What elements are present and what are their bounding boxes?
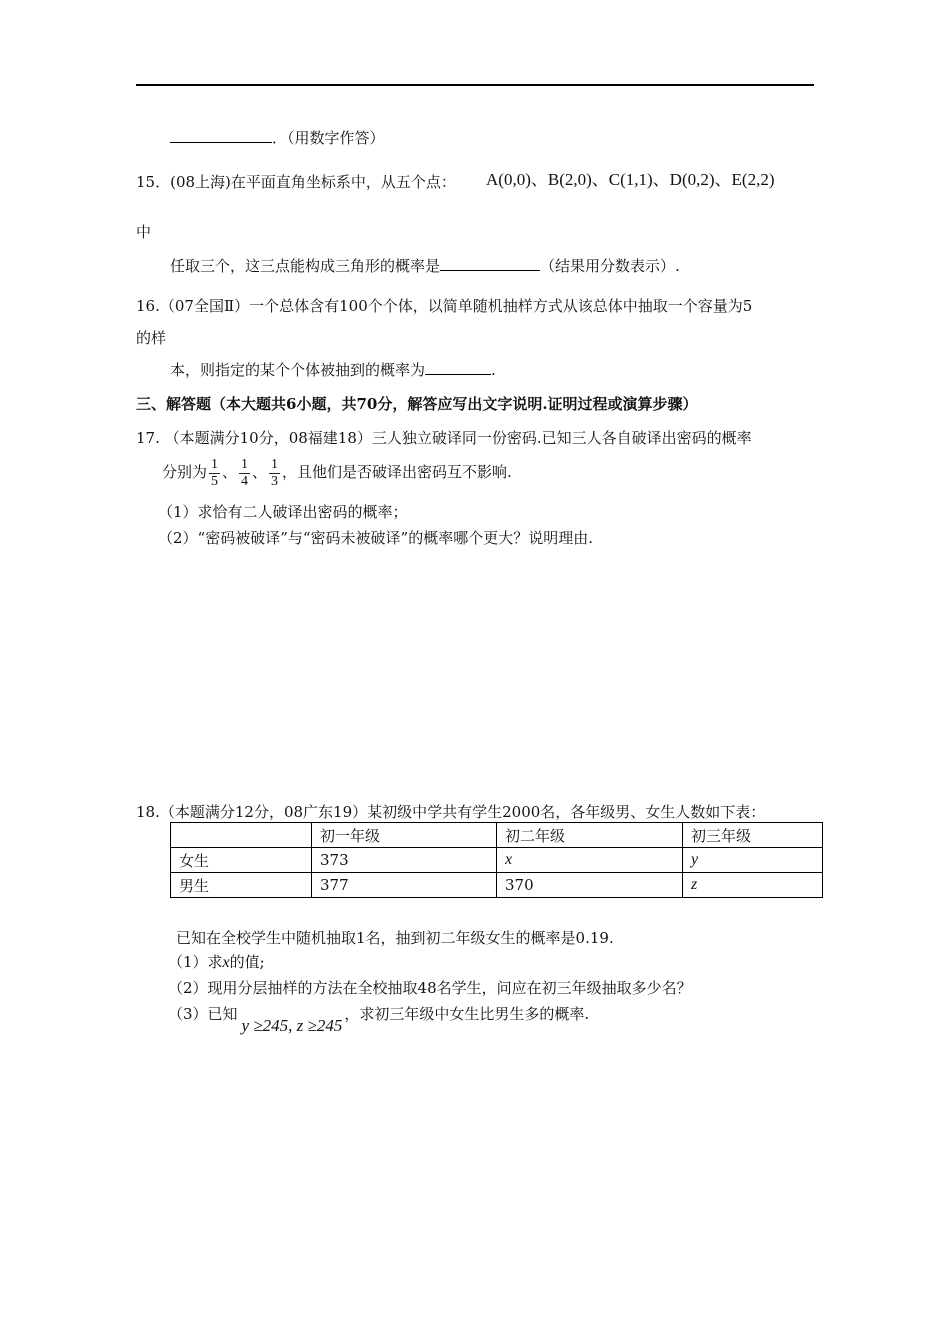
- table-cell: z: [683, 873, 823, 898]
- q15-line2-before: 任取三个，这三点能构成三角形的概率是: [170, 257, 441, 275]
- fraction-1-5: [209, 457, 220, 490]
- q18-sub1-suffix: 的值;: [229, 953, 265, 971]
- q17-line1-text: 17. （本题满分10分，08福建18）三人独立破译同一份密码.已知三人各自破译出密码的概率: [136, 429, 752, 447]
- q18-line1: [136, 802, 765, 822]
- table-cell: 373: [312, 848, 497, 873]
- q15-wrap: [136, 222, 151, 242]
- table-header-cell: 初三年级: [683, 823, 823, 848]
- table-row: [171, 848, 823, 873]
- q17-line2: [162, 452, 512, 492]
- separator: 、: [222, 463, 238, 481]
- q15-line1: [136, 172, 456, 192]
- table-cell: 女生: [171, 848, 312, 873]
- q18-sub2-text: （2）现用分层抽样的方法在全校抽取48名学生，问应在初三年级抽取多少名？: [168, 979, 692, 997]
- inequality: y ≥245, z ≥245: [241, 1016, 343, 1035]
- q18-sub3-suffix: ，求初三年级中女生比男生多的概率.: [344, 1005, 590, 1023]
- q17-sub2: [158, 528, 593, 548]
- table-header-cell: [171, 823, 312, 848]
- table-header-cell: 初二年级: [497, 823, 683, 848]
- header-rule: [136, 84, 814, 86]
- q15-line2: [170, 256, 680, 276]
- q17-sub1-text: （1）求恰有二人破译出密码的概率；: [158, 503, 408, 521]
- q17-sub2-text: （2）“密码被破译”与“密码未被破译”的概率哪个更大？说明理由.: [158, 529, 593, 547]
- table-cell: x: [497, 848, 683, 873]
- table-cell: 377: [312, 873, 497, 898]
- table-row: [171, 873, 823, 898]
- q15-points: [486, 170, 774, 190]
- q16-line2-before: 本，则指定的某个个体被抽到的概率为: [170, 361, 426, 379]
- fraction-1-4: [239, 457, 250, 490]
- table-header-cell: 初一年级: [312, 823, 497, 848]
- q18-sub3: [168, 1004, 590, 1035]
- answer-blank[interactable]: [425, 360, 491, 375]
- fraction-1-3: [269, 457, 280, 490]
- table-header-row: [171, 823, 823, 848]
- q14-answer-line: [170, 128, 385, 148]
- q18-line1-text: 18.（本题满分12分，08广东19）某初级中学共有学生2000名，各年级男、女生人数如下表：: [136, 803, 766, 821]
- frac-num: 1: [211, 456, 219, 472]
- q15-points-text: A(0,0)、B(2,0)、C(1,1)、D(0,2)、E(2,2): [486, 170, 775, 189]
- table-cell: y: [683, 848, 823, 873]
- frac-den: 4: [241, 473, 249, 489]
- q14-suffix: ．（用数字作答）: [272, 129, 385, 147]
- q18-given-text: 已知在全校学生中随机抽取1名，抽到初二年级女生的概率是0.19.: [176, 929, 614, 947]
- var-x: x: [222, 954, 230, 971]
- section-title-text: 三、解答题（本大题共6小题，共70分，解答应写出文字说明.证明过程或演算步骤）: [136, 395, 698, 413]
- table-cell: 370: [497, 873, 683, 898]
- frac-num: 1: [271, 456, 279, 472]
- frac-num: 1: [241, 456, 249, 472]
- q18-sub3-math: [242, 1016, 343, 1035]
- q16-text: 16.（07全国Ⅱ）一个总体含有100个个体，以简单随机抽样方式从该总体中抽取一个容量为5: [136, 297, 753, 315]
- q18-sub3-prefix: （3）已知: [168, 1005, 238, 1023]
- q18-sub1-prefix: （1）求: [168, 953, 223, 971]
- q18-sub1: [168, 952, 265, 973]
- q17-sub1: [158, 502, 408, 522]
- q17-line1: [136, 428, 752, 448]
- q16-line2-after: .: [491, 361, 496, 379]
- separator: 、: [252, 463, 268, 481]
- table-cell: 男生: [171, 873, 312, 898]
- grade-gender-table: [170, 822, 823, 898]
- q18-sub2: [168, 978, 692, 998]
- q17-line2-suffix: ，且他们是否破译出密码互不影响.: [282, 463, 512, 481]
- q15-text: 15．(08上海)在平面直角坐标系中，从五个点：: [136, 173, 456, 191]
- q15-wrap-text: 中: [136, 223, 152, 241]
- q16-wrap: [136, 328, 166, 348]
- answer-blank[interactable]: [170, 128, 272, 143]
- q16-line2: [170, 360, 496, 380]
- q18-given: [176, 928, 614, 948]
- section-title: [136, 394, 698, 414]
- frac-den: 5: [211, 473, 219, 489]
- answer-blank[interactable]: [440, 256, 540, 271]
- frac-den: 3: [271, 473, 279, 489]
- q17-line2-prefix: 分别为: [162, 463, 208, 481]
- q16-line1: [136, 296, 752, 316]
- q15-line2-after: （结果用分数表示）.: [540, 257, 680, 275]
- q16-wrap-text: 的样: [136, 329, 167, 347]
